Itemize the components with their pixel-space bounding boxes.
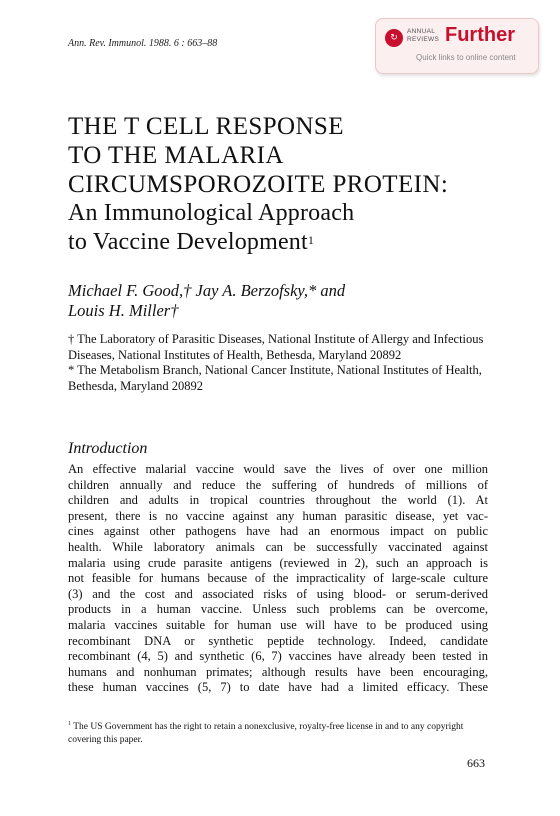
footnote xyxy=(68,718,488,747)
section-heading-introduction: Introduction xyxy=(68,440,148,457)
text-line: cines against other pathogens have had an enormous impact on public xyxy=(68,524,488,539)
text-line: malaria vaccines suitable for human use will have to be produced using xyxy=(68,617,488,632)
title-line: CIRCUMSPOROZOITE PROTEIN: xyxy=(68,171,449,198)
article-title xyxy=(68,112,448,257)
subtitle-line: An Immunological Approach xyxy=(68,200,355,226)
text-line: malaria using crude parasite antigens (reviewed in 2), such an approach is xyxy=(68,555,488,570)
annual-reviews-wordmark: ANNUAL REVIEWS xyxy=(407,28,440,43)
title-line: TO THE MALARIA xyxy=(68,142,284,169)
text-line: recombinant DNA or synthetic peptide technology. Indeed, candidate xyxy=(68,633,488,648)
text-line: not feasible for humans because of the impracticality of large-scale culture xyxy=(68,571,488,586)
text-line: (3) and the cost and associated risks of using blood- or serum-derived xyxy=(68,586,488,601)
further-subtitle: Quick links to online content xyxy=(416,53,516,62)
footnote-text: The US Government has the right to retain a nonexclusive, royalty-free license in and to any copyright covering this paper. xyxy=(68,722,464,746)
affiliations xyxy=(68,332,488,394)
affiliation-nci: * The Metabolism Branch, National Cancer Institute, National Institutes of Health, Bethesda, Maryland 20892 xyxy=(68,363,482,393)
title-line: THE T CELL RESPONSE xyxy=(68,113,344,140)
body-paragraph xyxy=(68,462,488,696)
text-line: children annually and reduce the suffering of hundreds of millions of xyxy=(68,477,488,492)
affiliation-nih-niaid: † The Laboratory of Parasitic Diseases, National Institute of Allergy and Infectious Diseases, National Institutes of Health, Bethesda, Maryland 20892 xyxy=(68,332,484,362)
text-line: An effective malarial vaccine would save the lives of over one million xyxy=(68,462,488,476)
text-line: health. While laboratory animals can be successfully vaccinated against xyxy=(68,539,488,554)
title-footnote-marker[interactable]: 1 xyxy=(307,233,315,247)
annual-reviews-logo-icon: ↻ xyxy=(385,29,403,47)
further-wordmark: Further xyxy=(445,24,515,46)
further-quick-links-banner[interactable] xyxy=(375,18,539,74)
text-line: humans and nonhuman primates; although results have been encouraging, xyxy=(68,664,488,679)
text-line: children and adults in tropical countries throughout the world (1). At xyxy=(68,493,488,508)
text-line: present, there is no vaccine against any human parasitic disease, yet vac- xyxy=(68,508,488,523)
page-number: 663 xyxy=(467,756,485,770)
footnote-marker: 1 xyxy=(68,721,71,727)
text-line: these human vaccines (5, 7) to date have had a limited efficacy. These xyxy=(68,680,488,695)
text-line: recombinant (4, 5) and synthetic (6, 7) vaccines have already been tested in xyxy=(68,649,488,664)
text-line: products in a human vaccine. Unless such problems can be overcome, xyxy=(68,602,488,617)
subtitle-line: to Vaccine Development$^1$ xyxy=(68,229,315,255)
author-list: Michael F. Good,† Jay A. Berzofsky,* and Louis H. Miller† xyxy=(68,281,346,320)
journal-reference: Ann. Rev. Immunol. 1988. 6 : 663–88 xyxy=(68,38,218,49)
